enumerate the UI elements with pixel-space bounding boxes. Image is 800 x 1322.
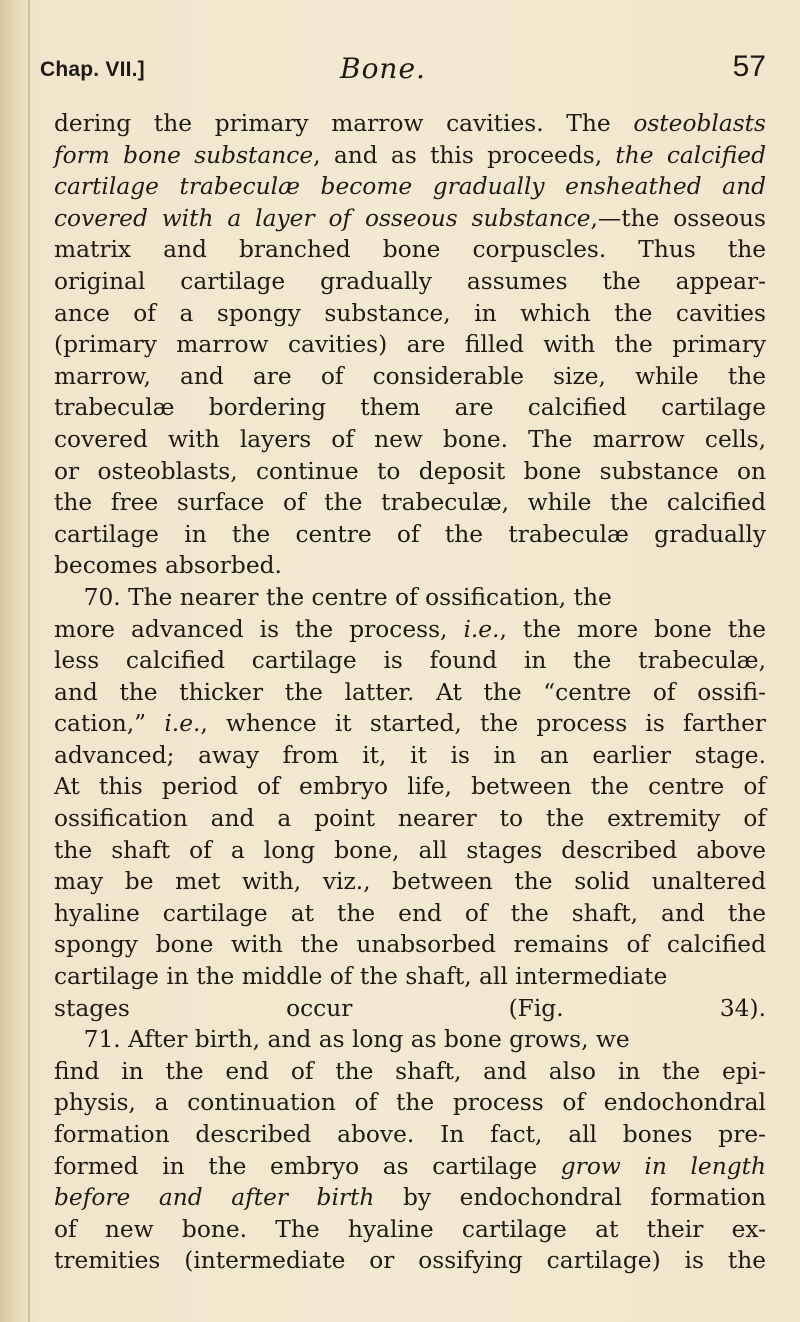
text-line — [54, 1182, 766, 1214]
text-segment: cartilage in the centre of the trabeculæ gradually — [54, 520, 766, 548]
italic-text-segment: the calcified — [615, 141, 766, 169]
text-line — [54, 803, 766, 835]
text-segment: matrix and branched bone corpuscles. Thus the — [54, 236, 766, 264]
italic-text-segment: osteoblasts — [633, 110, 766, 137]
text-line — [54, 1214, 766, 1246]
text-segment: , and as this proceeds, — [313, 141, 616, 169]
text-segment: more advanced is the process, — [54, 615, 464, 643]
text-segment: dering the primary marrow cavities. The — [54, 110, 634, 137]
text-segment: becomes absorbed. — [54, 552, 282, 580]
page-number: 57 — [732, 50, 766, 83]
text-line — [54, 392, 766, 424]
italic-text-segment: cartilage trabeculæ become gradually ensheathed and — [54, 173, 766, 201]
text-segment: the free surface of the trabeculæ, while the calcified — [54, 489, 766, 517]
text-line — [54, 708, 766, 740]
text-line — [54, 993, 766, 1025]
text-line — [54, 234, 766, 266]
text-segment: cartilage in the middle of the shaft, all intermediate — [54, 963, 668, 991]
text-line — [54, 961, 766, 993]
text-line — [54, 456, 766, 488]
text-segment: by endochondral formation — [374, 1184, 766, 1212]
text-line — [54, 1245, 766, 1277]
text-segment: of new bone. The hyaline cartilage at their ex- — [54, 1215, 766, 1243]
text-segment: trabeculæ bordering them are calcified cartilage — [54, 394, 766, 422]
text-segment: or osteoblasts, continue to deposit bone substance on — [54, 457, 766, 485]
text-line — [54, 266, 766, 298]
text-segment: ,—the osseous — [590, 204, 766, 232]
text-segment: formed in the embryo as cartilage — [54, 1152, 561, 1180]
text-line — [54, 740, 766, 772]
text-line — [54, 519, 766, 551]
text-line — [54, 1087, 766, 1119]
text-segment: , whence it started, the process is farther — [200, 710, 766, 738]
text-segment: advanced; away from it, it is in an earlier stage. — [54, 741, 766, 769]
running-title: Bone. — [340, 52, 426, 85]
chapter-label: Chap. VII.] — [40, 58, 145, 81]
text-segment: find in the end of the shaft, and also in the epi- — [54, 1057, 766, 1085]
italic-text-segment: i.e. — [463, 615, 500, 643]
text-line — [54, 866, 766, 898]
text-segment: 70. The nearer the centre of ossification, the — [54, 583, 612, 611]
text-segment: ossification and a point nearer to the extremity of — [54, 805, 766, 833]
text-line — [54, 835, 766, 867]
text-segment: formation described above. In fact, all bones pre- — [54, 1121, 766, 1148]
text-line — [54, 582, 766, 614]
text-line — [54, 108, 766, 140]
text-line — [54, 614, 766, 646]
text-line — [54, 203, 766, 235]
text-segment: ance of a spongy substance, in which the cavities — [54, 299, 766, 327]
text-segment: stages occur (Fig. 34). — [54, 994, 766, 1022]
text-segment: (primary marrow cavities) are filled with the primary — [54, 331, 766, 359]
text-line — [54, 140, 766, 172]
italic-text-segment: covered with a layer of osseous substance — [54, 204, 591, 232]
italic-text-segment: form bone substance — [54, 141, 314, 169]
italic-text-segment: i.e. — [164, 710, 201, 738]
text-line — [54, 1024, 766, 1056]
text-segment: less calcified cartilage is found in the trabeculæ, — [54, 647, 766, 675]
text-line — [54, 1151, 766, 1183]
text-segment: may be met with, viz., between the solid unaltered — [54, 868, 766, 896]
text-line — [54, 677, 766, 709]
italic-text-segment: grow in length — [560, 1152, 766, 1180]
text-segment: original cartilage gradually assumes the appear- — [54, 267, 766, 295]
text-segment: covered with layers of new bone. The marrow cells, — [54, 425, 766, 453]
text-segment: , the more bone the — [499, 615, 766, 643]
text-segment: tremities (intermediate or ossifying cartilage) is the — [54, 1247, 766, 1275]
text-line — [54, 424, 766, 456]
text-segment: and the thicker the latter. At the “centre of ossifi- — [54, 678, 766, 706]
text-line — [54, 171, 766, 203]
binding-gutter — [28, 0, 30, 1322]
text-line — [54, 1056, 766, 1088]
text-line — [54, 329, 766, 361]
text-line — [54, 771, 766, 803]
text-line — [54, 929, 766, 961]
text-line — [54, 550, 766, 582]
text-line — [54, 645, 766, 677]
text-segment: 71. After birth, and as long as bone grows, we — [54, 1026, 630, 1054]
text-line — [54, 487, 766, 519]
text-line — [54, 898, 766, 930]
text-segment: hyaline cartilage at the end of the shaft, and the — [54, 899, 766, 927]
text-segment: At this period of embryo life, between the centre of — [54, 773, 766, 801]
text-segment: cation,” — [54, 710, 165, 738]
italic-text-segment: before and after birth — [54, 1184, 375, 1212]
text-line — [54, 298, 766, 330]
text-line — [54, 1119, 766, 1151]
text-segment: the shaft of a long bone, all stages described above — [54, 836, 766, 864]
text-segment: spongy bone with the unabsorbed remains of calcified — [54, 931, 766, 959]
running-header — [40, 48, 766, 92]
text-line — [54, 361, 766, 393]
body-text — [54, 108, 766, 1277]
text-segment: marrow, and are of considerable size, while the — [54, 362, 766, 390]
text-segment: physis, a continuation of the process of endochondral — [54, 1089, 766, 1117]
